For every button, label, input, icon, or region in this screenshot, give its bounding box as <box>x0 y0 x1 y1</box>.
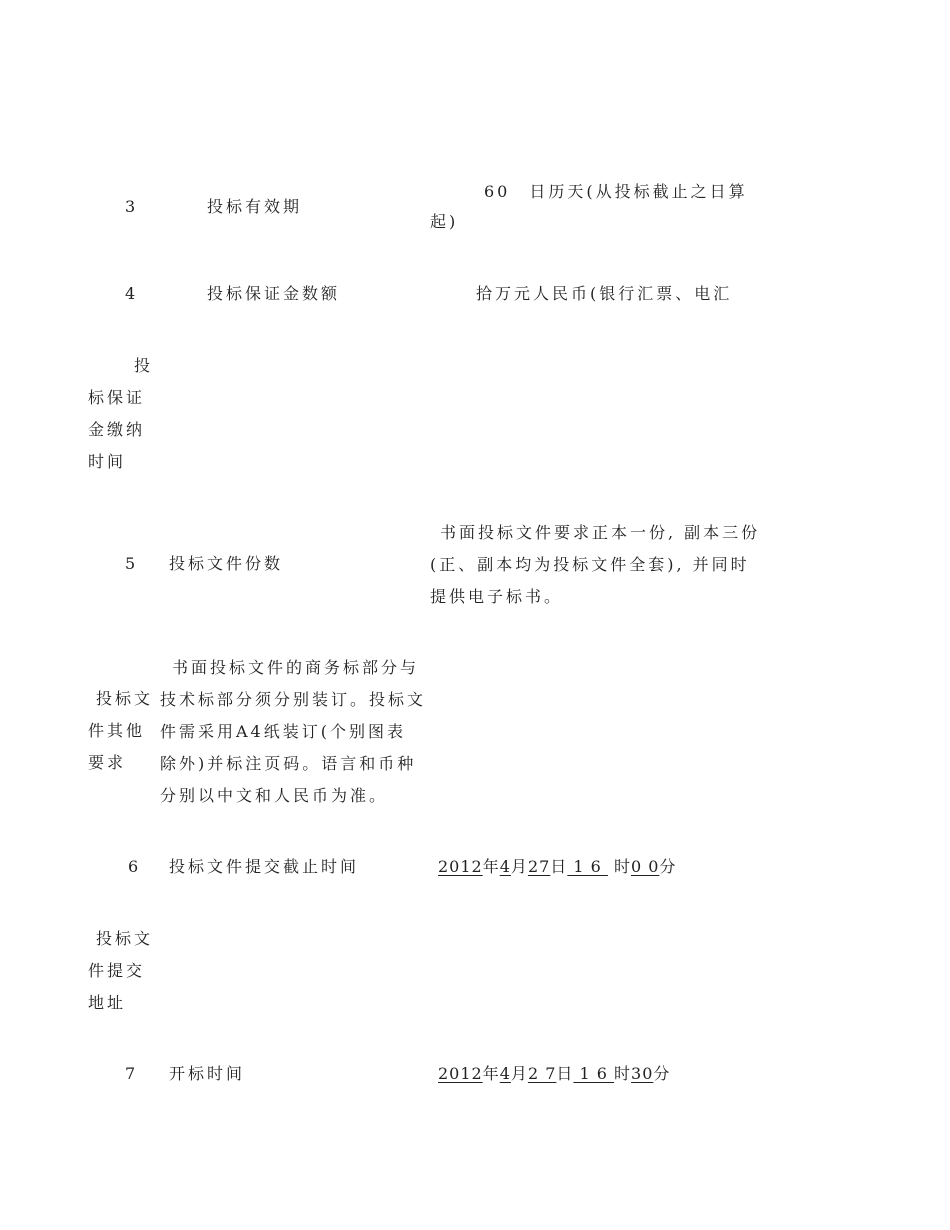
row-6-year: 2012 <box>438 857 483 876</box>
other-req-content-line5: 分别以中文和人民币为准。 <box>160 786 389 805</box>
row-6-minute: 0 0 <box>630 857 660 876</box>
row-3-number: 3 <box>125 197 139 216</box>
deposit-time-label-line1: 投 <box>134 356 154 375</box>
row-3-content-line2: 起) <box>430 212 459 231</box>
submit-addr-label-line3: 地址 <box>88 993 127 1012</box>
row-5-content-line3: 提供电子标书。 <box>430 587 564 606</box>
deposit-time-label-line2: 标保证 <box>88 388 146 407</box>
other-req-label-line2: 件其他 <box>88 721 146 740</box>
row-7-minute: 30 <box>631 1064 654 1083</box>
row-6-minute-unit: 分 <box>659 857 677 876</box>
row-7-date <box>438 1058 670 1090</box>
row-6-date <box>438 851 676 883</box>
row-6-month: 4 <box>499 857 511 876</box>
row-7-number: 7 <box>125 1064 139 1083</box>
row-5-number: 5 <box>125 554 139 573</box>
row-3-item: 投标有效期 <box>207 197 303 216</box>
other-req-label-line1: 投标文 <box>96 689 154 708</box>
deposit-time-label-line3: 金缴纳 <box>88 420 146 439</box>
other-req-content-line2: 技术标部分须分别装订。投标文 <box>160 690 427 709</box>
row-7-hour: 1 6 <box>573 1064 615 1083</box>
row-7-hour-unit: 时 <box>614 1064 632 1083</box>
row-6-day: 27 <box>527 857 551 876</box>
other-req-content-line3: 件需采用A4纸装订(个别图表 <box>160 722 406 741</box>
other-req-content-line1: 书面投标文件的商务标部分与 <box>172 658 420 677</box>
row-4-number: 4 <box>125 284 139 303</box>
other-req-label-line3: 要求 <box>88 753 127 772</box>
row-7-day: 2 7 <box>527 1064 557 1083</box>
row-7-year: 2012 <box>438 1064 483 1083</box>
row-7-item: 开标时间 <box>169 1064 246 1083</box>
row-5-item: 投标文件份数 <box>169 554 284 573</box>
deposit-time-label-line4: 时间 <box>88 452 127 471</box>
row-7-day-unit: 日 <box>556 1064 574 1083</box>
row-6-month-unit: 月 <box>510 857 528 876</box>
row-5-content-line2: (正、副本均为投标文件全套), 并同时 <box>430 555 750 574</box>
row-6-hour-unit: 时 <box>613 857 631 876</box>
row-7-minute-unit: 分 <box>653 1064 671 1083</box>
row-6-item: 投标文件提交截止时间 <box>169 857 360 876</box>
row-6-year-unit: 年 <box>482 857 500 876</box>
row-6-hour: 1 6 <box>567 857 608 876</box>
row-7-year-unit: 年 <box>482 1064 500 1083</box>
row-3-content-line1: 60 日历天(从投标截止之日算 <box>484 182 748 201</box>
row-6-day-unit: 日 <box>550 857 568 876</box>
row-7-month-unit: 月 <box>510 1064 528 1083</box>
row-4-item: 投标保证金数额 <box>207 284 341 303</box>
row-6-number: 6 <box>128 857 142 876</box>
submit-addr-label-line2: 件提交 <box>88 961 146 980</box>
other-req-content-line4: 除外)并标注页码。语言和币种 <box>160 754 417 773</box>
row-7-month: 4 <box>499 1064 511 1083</box>
row-4-content: 拾万元人民币(银行汇票、电汇 <box>476 284 733 303</box>
row-5-content-line1: 书面投标文件要求正本一份, 副本三份 <box>440 523 761 542</box>
submit-addr-label-line1: 投标文 <box>96 929 154 948</box>
